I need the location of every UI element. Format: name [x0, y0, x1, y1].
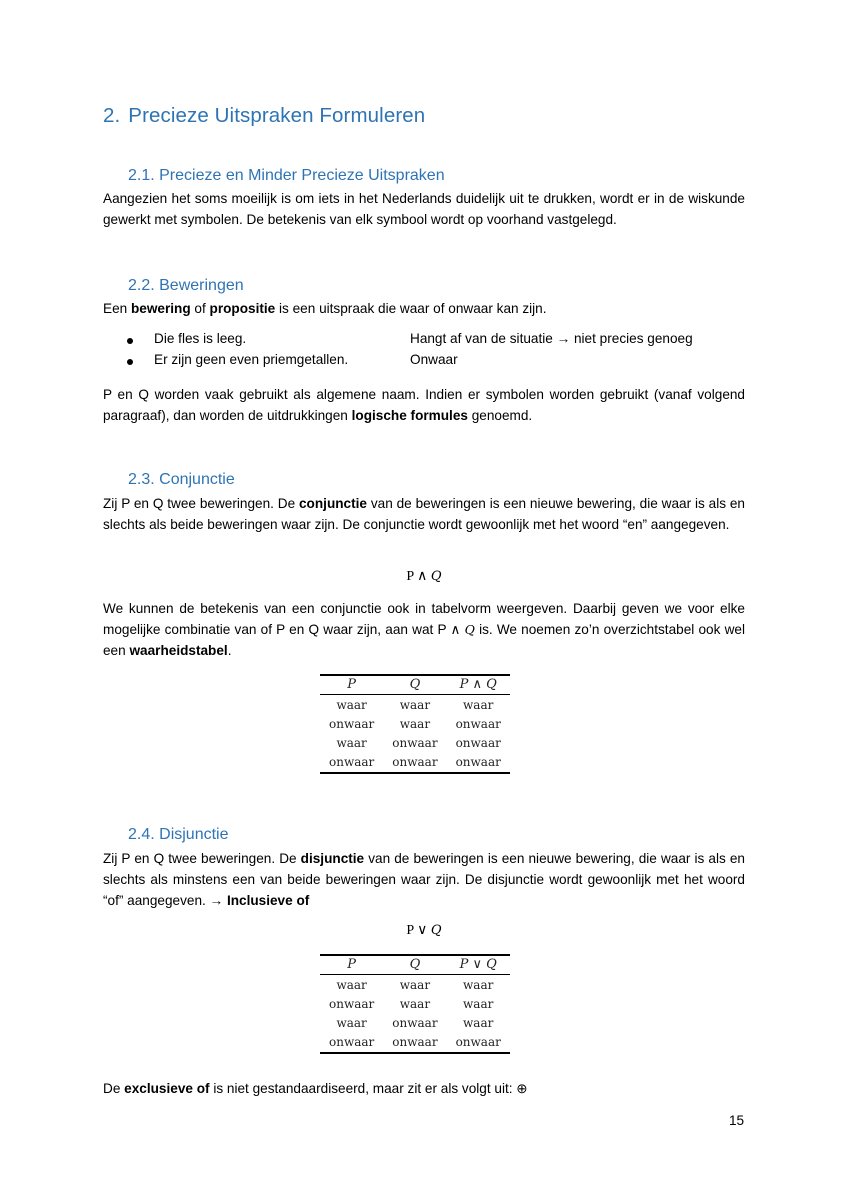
- table-row: onwaar waar onwaar: [329, 716, 501, 731]
- paragraph-conjunction-definition: Zij P en Q twee beweringen. De conjunctie van de beweringen is een nieuwe bewering, die waar is als en slechts als beide beweringen waar zijn. De conjunctie wordt gewoonlijk met het woord “en” aangegeven.: [103, 496, 745, 532]
- formula-disjunction: P ∨ Q: [406, 923, 442, 938]
- table-row: waar onwaar waar: [336, 1015, 494, 1030]
- formula-conjunction: P ∧ Q: [406, 569, 442, 584]
- table-header: P: [320, 675, 383, 695]
- table-header: P ∨ Q: [447, 955, 510, 975]
- table-row: waar waar waar: [336, 977, 494, 992]
- table-header: P: [320, 955, 383, 975]
- section-heading-2-2: 2.2. Beweringen: [128, 277, 244, 294]
- paragraph-logical-formulas: P en Q worden vaak gebruikt als algemene naam. Indien er symbolen worden gebruikt (vanaf volgend paragraaf), dan worden de uitdrukkingen logische formules genoemd.: [103, 387, 745, 423]
- document-page: 2. Precieze Uitspraken Formuleren 2.1. Precieze en Minder Precieze Uitspraken Aangezien het soms moeilijk is om iets in het Nederlands duidelijk uit te drukken, wordt er in de wiskunde gewerkt met symbolen. De betekenis van elk symbool wordt op voorhand vastgelegd. 2.2. Beweringen Een bewering of propositie is een uitspraak die waar of onwaar kan zijn. Die fles is leeg. Hangt af van de situatie → niet precies genoeg Er zijn geen even priemgetallen. Onwaar P en Q worden vaak gebruikt als algemene naam. Indien er symbolen worden gebruikt (vanaf volgend paragraaf), dan worden de uitdrukkingen logische formules genoemd. 2.3. Conjunctie Zij P en Q twee beweringen. De conjunctie van de beweringen is een nieuwe bewering, die waar is als en slechts als beide beweringen waar zijn. De conjunctie wordt gewoonlijk met het woord “en” aangegeven. P ∧ Q We kunnen de betekenis van een conjunctie ook in tabelvorm weergeven. Daarbij geven we voor elke mogelijke combinatie van of P en Q waar zijn, aan wat P ∧ Q is. We noemen zo’n overzichtstabel ook wel een waarheidstabel. P Q P ∧ Q waar waar waar onwaar waar onwaar waar onwaar onwaar onwaar onwaar onwaar 2.4. Disjunctie Zij P en Q twee beweringen. De disjunctie van de beweringen is een nieuwe bewering, die waar is als en slechts als minstens een van beide beweringen waar zijn. De disjunctie wordt gewoonlijk met het woord “of” aangegeven. → Inclusieve of P ∨ Q P Q P ∨ Q waar waar waar onwaar waar waar waar onwaar waar onwaar onwaar onwaar De exclusieve of is niet gestandaardiseerd, maar zit er als volgt uit: ⊕ 15: [0, 0, 848, 1200]
- section-heading-2-3: 2.3. Conjunctie: [128, 471, 235, 488]
- bullet-icon: [127, 338, 133, 344]
- paragraph-truth-table-intro: We kunnen de betekenis van een conjunctie ook in tabelvorm weergeven. Daarbij geven we voor elke mogelijke combinatie van of P en Q waar zijn, aan wat P ∧ Q is. We noemen zo’n overzichtstabel ook wel een waarheidstabel.: [103, 601, 745, 658]
- paragraph-precise-statements: Aangezien het soms moeilijk is om iets in het Nederlands duidelijk uit te drukken, wordt er in de wiskunde gewerkt met symbolen. De betekenis van elk symbool wordt op voorhand vastgelegd.: [103, 191, 745, 227]
- table-row: waar onwaar onwaar: [336, 735, 501, 750]
- table-row: onwaar onwaar onwaar: [320, 752, 510, 773]
- table-header: Q: [383, 675, 446, 695]
- bullet-icon: [127, 359, 133, 365]
- table-row: onwaar waar waar: [329, 996, 494, 1011]
- section-heading-2-1: 2.1. Precieze en Minder Precieze Uitspraken: [128, 167, 445, 184]
- chapter-title: 2. Precieze Uitspraken Formuleren: [103, 104, 426, 127]
- page-number: 15: [729, 1113, 745, 1128]
- table-header: P ∧ Q: [447, 675, 510, 695]
- table-row: waar waar waar: [336, 697, 494, 712]
- table-header: Q: [383, 955, 446, 975]
- section-heading-2-4: 2.4. Disjunctie: [128, 826, 229, 843]
- paragraph-exclusive-or: De exclusieve of is niet gestandaardiseerd, maar zit er als volgt uit: ⊕: [103, 1081, 528, 1096]
- truth-table-disjunction: [320, 954, 510, 1054]
- truth-table-conjunction: [320, 674, 510, 774]
- paragraph-disjunction-definition: Zij P en Q twee beweringen. De disjunctie van de beweringen is een nieuwe bewering, die waar is als en slechts als minstens een van beide beweringen waar zijn. De disjunctie wordt gewoonlijk met het woord “of” aangegeven. → Inclusieve of: [103, 851, 745, 908]
- table-row: onwaar onwaar onwaar: [320, 1032, 510, 1053]
- paragraph-definition-bewering: Een bewering of propositie is een uitspraak die waar of onwaar kan zijn.: [103, 301, 547, 316]
